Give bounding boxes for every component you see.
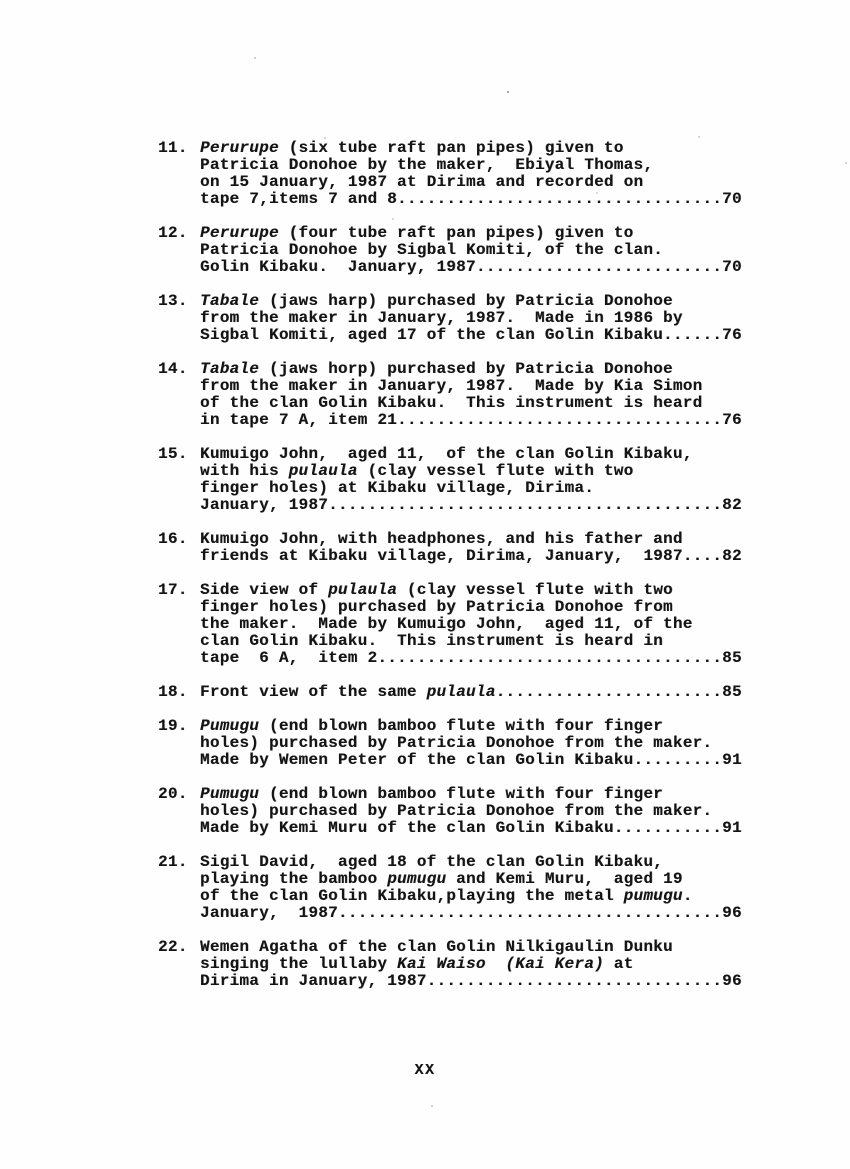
caption-text: and Kemi Muru, aged 19 [446, 870, 683, 888]
entry-line [200, 174, 808, 191]
entry-line [200, 327, 808, 344]
entry-line [200, 497, 808, 514]
entry-line [200, 242, 808, 259]
caption-text: Golin Kibaku. January, 1987 [200, 258, 476, 276]
entry-line [200, 446, 808, 463]
figure-entry [158, 361, 808, 429]
entry-number: 11. [158, 139, 188, 157]
scan-speck [324, 137, 326, 139]
caption-text: clan Golin Kibaku. This instrument is heard in [200, 632, 664, 650]
entry-number: 14. [158, 360, 188, 378]
entry-lines [200, 361, 808, 429]
caption-text: friends at Kibaku village, Dirima, January, 1987 [200, 547, 683, 565]
figure-entry [158, 293, 808, 344]
caption-text: Sigbal Komiti, aged 17 of the clan Golin Kibaku [200, 326, 664, 344]
entry-lines [200, 939, 808, 990]
entry-line [200, 752, 808, 769]
entry-line [200, 412, 808, 429]
figure-entry [158, 939, 808, 990]
caption-text: Kumuigo John, with headphones, and his father and [200, 530, 683, 548]
caption-text: 85 [722, 683, 742, 701]
entry-line [200, 310, 808, 327]
entry-line [200, 718, 808, 735]
caption-text: tape 6 A, item 2 [200, 649, 378, 667]
entry-number: 21. [158, 853, 188, 871]
figure-entry [158, 582, 808, 667]
caption-text: 76 [722, 411, 742, 429]
caption-text: 70 [722, 190, 742, 208]
caption-text-italic: pumugu [387, 870, 447, 888]
caption-text-italic: pulaula [426, 683, 496, 701]
caption-text: finger holes) purchased by Patricia Donohoe from [200, 598, 673, 616]
dot-leader: .............................. [426, 972, 723, 990]
dot-leader: ................................. [397, 411, 723, 429]
entry-lines [200, 531, 808, 565]
caption-text: (jaws harp) purchased by Patricia Donohoe [259, 292, 673, 310]
entry-line [200, 582, 808, 599]
entry-line [200, 820, 808, 837]
dot-leader: ...................... [505, 683, 723, 701]
entry-line [200, 956, 808, 973]
entry-line [200, 973, 808, 990]
caption-text: the maker. Made by Kumuigo John, aged 11, of the [200, 615, 693, 633]
entry-line [200, 140, 808, 157]
caption-text: (six tube raft pan pipes) given to [278, 139, 624, 157]
entry-line [200, 378, 808, 395]
caption-text-italic: pulaula [288, 462, 358, 480]
entry-number: 12. [158, 224, 188, 242]
dot-leader: ................................... [377, 649, 723, 667]
figure-entry [158, 684, 808, 701]
caption-text: 96 [722, 904, 742, 922]
caption-text: of the clan Golin Kibaku. This instrument is heard [200, 394, 703, 412]
entry-lines [200, 582, 808, 667]
caption-text: (clay vessel flute with two [397, 581, 673, 599]
dot-leader: ........................................ [328, 496, 723, 514]
dot-leader: .... [682, 547, 723, 565]
entry-line [200, 463, 808, 480]
entry-line [200, 548, 808, 565]
caption-text: Wemen Agatha of the clan Golin Nilkigaulin Dunku [200, 938, 673, 956]
entry-number: 15. [158, 445, 188, 463]
entry-line [200, 905, 808, 922]
entry-line [200, 531, 808, 548]
caption-text: playing the bamboo [200, 870, 388, 888]
scan-speck [596, 192, 598, 194]
entry-line [200, 395, 808, 412]
scan-speck [392, 218, 394, 220]
caption-text: 91 [722, 819, 742, 837]
caption-text: tape 7,items 7 and 8 [200, 190, 398, 208]
figure-entry [158, 854, 808, 922]
figure-entry [158, 140, 808, 208]
caption-text-italic: Perurupe [200, 224, 279, 242]
caption-text: 82 [722, 496, 742, 514]
entry-line [200, 361, 808, 378]
figure-entry [158, 786, 808, 837]
caption-text: 91 [722, 751, 742, 769]
caption-text: holes) purchased by Patricia Donohoe from the maker. [200, 802, 713, 820]
entry-number: 13. [158, 292, 188, 310]
dot-leader: ....................................... [337, 904, 723, 922]
entry-lines [200, 140, 808, 208]
caption-text: 76 [722, 326, 742, 344]
entry-line [200, 786, 808, 803]
figure-entry [158, 225, 808, 276]
entry-line [200, 259, 808, 276]
entry-line [200, 650, 808, 667]
entry-number: 18. [158, 683, 188, 701]
caption-text: Made by Kemi Muru of the clan Golin Kibaku [200, 819, 614, 837]
dot-leader: ......................... [475, 258, 723, 276]
caption-text-italic: Tabale [200, 292, 260, 310]
caption-text: on 15 January, 1987 at Dirima and recorded on [200, 173, 644, 191]
dot-leader: ........... [613, 819, 723, 837]
caption-text: Dirima in January, 1987 [200, 972, 427, 990]
scan-speck [431, 1105, 433, 1107]
caption-text-italic: Pumugu [200, 785, 260, 803]
caption-text-italic: Kai Waiso (Kai Kera) [397, 955, 604, 973]
caption-text: (end blown bamboo flute with four finger [259, 717, 664, 735]
caption-text: . [682, 887, 693, 905]
dot-leader: ................................. [397, 190, 723, 208]
entry-lines [200, 293, 808, 344]
entry-line [200, 616, 808, 633]
page-number: XX [414, 1062, 436, 1079]
caption-text: . [495, 683, 506, 701]
entry-line [200, 888, 808, 905]
caption-text: Sigil David, aged 18 of the clan Golin Kibaku, [200, 853, 664, 871]
entry-line [200, 480, 808, 497]
caption-text: Patricia Donohoe by Sigbal Komiti, of the clan. [200, 241, 664, 259]
entry-line [200, 871, 808, 888]
caption-text: (end blown bamboo flute with four finger [259, 785, 664, 803]
entry-number: 19. [158, 717, 188, 735]
scan-speck [845, 162, 847, 164]
entry-lines [200, 786, 808, 837]
dot-leader: ......... [633, 751, 723, 769]
caption-text: from the maker in January, 1987. Made by Kia Simon [200, 377, 703, 395]
entry-line [200, 157, 808, 174]
entry-number: 16. [158, 530, 188, 548]
dot-leader: ...... [663, 326, 723, 344]
caption-text: 85 [722, 649, 742, 667]
caption-text: at [603, 955, 634, 973]
entry-lines [200, 718, 808, 769]
caption-text: 70 [722, 258, 742, 276]
caption-text: from the maker in January, 1987. Made in 1986 by [200, 309, 683, 327]
caption-text: singing the lullaby [200, 955, 398, 973]
caption-text: Made by Wemen Peter of the clan Golin Kibaku [200, 751, 634, 769]
caption-text: (jaws horp) purchased by Patricia Donohoe [259, 360, 673, 378]
entry-line [200, 854, 808, 871]
figure-entry [158, 531, 808, 565]
entry-number: 22. [158, 938, 188, 956]
entry-number: 20. [158, 785, 188, 803]
caption-text: Front view of the same [200, 683, 427, 701]
entry-lines [200, 446, 808, 514]
scan-speck [254, 57, 256, 59]
caption-text-italic: Tabale [200, 360, 260, 378]
entry-line [200, 191, 808, 208]
entry-line [200, 293, 808, 310]
page-footer [0, 1062, 850, 1079]
entry-line [200, 803, 808, 820]
caption-text: holes) purchased by Patricia Donohoe from the maker. [200, 734, 713, 752]
entry-line [200, 735, 808, 752]
caption-text: January, 1987 [200, 904, 338, 922]
caption-text: with his [200, 462, 289, 480]
caption-text: in tape 7 A, item 21 [200, 411, 398, 429]
caption-text: Kumuigo John, aged 11, of the clan Golin Kibaku, [200, 445, 693, 463]
caption-text: finger holes) at Kibaku village, Dirima. [200, 479, 595, 497]
figure-list [158, 140, 808, 1007]
entry-line [200, 599, 808, 616]
caption-text: 82 [722, 547, 742, 565]
caption-text-italic: Pumugu [200, 717, 260, 735]
caption-text: Patricia Donohoe by the maker, Ebiyal Thomas, [200, 156, 654, 174]
caption-text: January, 1987 [200, 496, 329, 514]
caption-text-italic: pulaula [328, 581, 398, 599]
entry-line [200, 684, 808, 701]
entry-lines [200, 854, 808, 922]
caption-text-italic: pumugu [623, 887, 683, 905]
caption-text: Side view of [200, 581, 329, 599]
scan-speck [507, 91, 509, 93]
entry-line [200, 225, 808, 242]
entry-lines [200, 684, 808, 701]
caption-text: (clay vessel flute with two [357, 462, 634, 480]
entry-line [200, 939, 808, 956]
entry-number: 17. [158, 581, 188, 599]
entry-line [200, 633, 808, 650]
scan-speck [698, 136, 700, 138]
caption-text: of the clan Golin Kibaku,playing the metal [200, 887, 624, 905]
caption-text-italic: Perurupe [200, 139, 279, 157]
entry-lines [200, 225, 808, 276]
caption-text: 96 [722, 972, 742, 990]
figure-entry [158, 446, 808, 514]
caption-text: (four tube raft pan pipes) given to [278, 224, 634, 242]
figure-entry [158, 718, 808, 769]
